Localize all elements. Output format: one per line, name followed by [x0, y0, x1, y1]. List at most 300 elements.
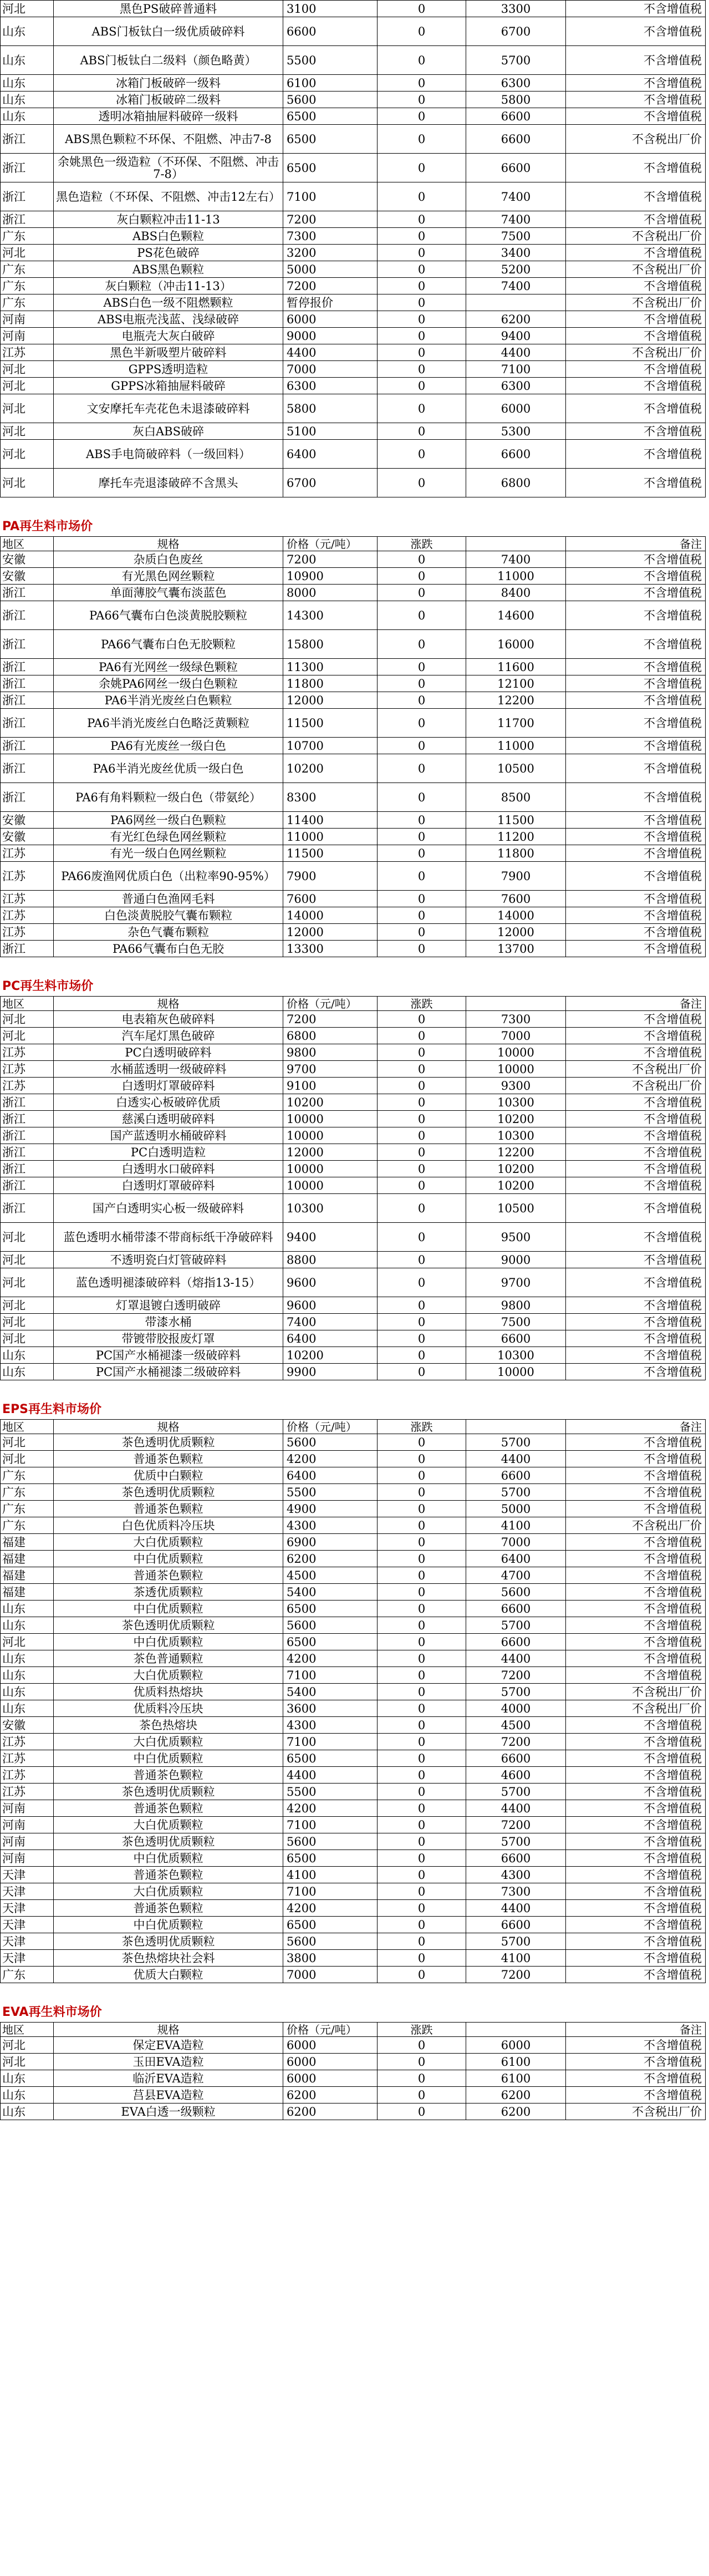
change-cell: 0: [378, 1, 466, 17]
table-row: [1, 1800, 706, 1817]
price-cell: 10900: [283, 568, 378, 585]
remark-cell: 不含增值税: [566, 1767, 706, 1784]
region-cell: 广东: [1, 1484, 54, 1501]
spec-cell: 茶色热熔块社会料: [54, 1950, 283, 1967]
table-row: [1, 1364, 706, 1380]
change-cell: 0: [378, 245, 466, 261]
newprice-cell: 11500: [466, 812, 566, 829]
remark-cell: 不含增值税: [566, 891, 706, 907]
spec-cell: 电表箱灰色破碎料: [54, 1011, 283, 1028]
price-cell: 6500: [283, 1750, 378, 1767]
newprice-cell: 14600: [466, 601, 566, 630]
table-row: [1, 2104, 706, 2120]
remark-cell: 不含增值税: [566, 1750, 706, 1767]
header-cell-remark: 备注: [566, 1420, 706, 1434]
change-cell: 0: [378, 1314, 466, 1330]
newprice-cell: 5300: [466, 423, 566, 440]
spec-cell: 余姚黑色一级造粒（不环保、不阻燃、冲击7-8）: [54, 154, 283, 182]
change-cell: 0: [378, 1517, 466, 1534]
region-cell: 山东: [1, 2104, 54, 2120]
price-cell: 5500: [283, 1784, 378, 1800]
change-cell: 0: [378, 1967, 466, 1983]
region-cell: 江苏: [1, 344, 54, 361]
table-row: [1, 423, 706, 440]
change-cell: 0: [378, 1684, 466, 1700]
newprice-cell: 5200: [466, 261, 566, 278]
spec-cell: 灰白颗粒冲击11-13: [54, 211, 283, 228]
change-cell: 0: [378, 440, 466, 469]
table-row: [1, 1900, 706, 1917]
table-row: [1, 845, 706, 862]
table-row: [1, 1634, 706, 1650]
price-section: [0, 1983, 709, 2120]
region-cell: 浙江: [1, 601, 54, 630]
newprice-cell: 5700: [466, 46, 566, 75]
remark-cell: 不含增值税: [566, 1833, 706, 1850]
region-cell: 天津: [1, 1950, 54, 1967]
price-cell: 7400: [283, 1314, 378, 1330]
remark-cell: 不含增值税: [566, 46, 706, 75]
spec-cell: 带漆水桶: [54, 1314, 283, 1330]
spec-cell: 优质大白颗粒: [54, 1967, 283, 1983]
price-cell: 5600: [283, 1833, 378, 1850]
price-cell: 4300: [283, 1517, 378, 1534]
remark-cell: 不含增值税: [566, 1, 706, 17]
newprice-cell: 3400: [466, 245, 566, 261]
spec-cell: ABS白色一级不阻燃颗粒: [54, 294, 283, 311]
spec-cell: PA66气囊布白色无胶: [54, 941, 283, 957]
table-row: [1, 1094, 706, 1111]
price-cell: 6400: [283, 1467, 378, 1484]
price-cell: 10700: [283, 738, 378, 754]
region-cell: 山东: [1, 2070, 54, 2087]
change-cell: 0: [378, 585, 466, 601]
spec-cell: PA66废渔网优质白色（出粒率90-95%）: [54, 862, 283, 891]
newprice-cell: 7000: [466, 1028, 566, 1044]
spec-cell: ABS黑色颗粒不环保、不阻燃、冲击7-8: [54, 125, 283, 154]
price-cell: 7100: [283, 1667, 378, 1684]
region-cell: 浙江: [1, 182, 54, 211]
table-row: [1, 659, 706, 675]
region-cell: 天津: [1, 1900, 54, 1917]
spec-cell: 黑色半新吸塑片破碎料: [54, 344, 283, 361]
spec-cell: 保定EVA造粒: [54, 2037, 283, 2054]
remark-cell: 不含增值税: [566, 378, 706, 394]
change-cell: 0: [378, 1347, 466, 1364]
table-row: [1, 394, 706, 423]
newprice-cell: 6200: [466, 2104, 566, 2120]
remark-cell: 不含税出厂价: [566, 1517, 706, 1534]
table-row: [1, 1347, 706, 1364]
price-cell: 9800: [283, 1044, 378, 1061]
region-cell: 浙江: [1, 1161, 54, 1177]
price-cell: 11800: [283, 675, 378, 692]
table-row: [1, 1850, 706, 1867]
change-cell: 0: [378, 783, 466, 812]
newprice-cell: 11200: [466, 829, 566, 845]
spec-cell: 普通茶色颗粒: [54, 1767, 283, 1784]
newprice-cell: 13700: [466, 941, 566, 957]
table-row: [1, 1161, 706, 1177]
remark-cell: 不含税出厂价: [566, 1061, 706, 1078]
newprice-cell: 11600: [466, 659, 566, 675]
spec-cell: 白透明灯罩破碎料: [54, 1177, 283, 1194]
price-cell: 10300: [283, 1194, 378, 1223]
table-row: [1, 1501, 706, 1517]
spec-cell: PA6半消光废丝优质一级白色: [54, 754, 283, 783]
table-row: [1, 1967, 706, 1983]
region-cell: 江苏: [1, 924, 54, 941]
newprice-cell: 7500: [466, 1314, 566, 1330]
price-cell: 7100: [283, 182, 378, 211]
remark-cell: 不含增值税: [566, 692, 706, 709]
region-cell: 浙江: [1, 125, 54, 154]
table-row: [1, 1, 706, 17]
table-row: [1, 891, 706, 907]
table-row: [1, 278, 706, 294]
spec-cell: 慈溪白透明破碎料: [54, 1111, 283, 1127]
remark-cell: 不含增值税: [566, 1601, 706, 1617]
price-cell: 5800: [283, 394, 378, 423]
remark-cell: 不含增值税: [566, 1634, 706, 1650]
newprice-cell: 5700: [466, 1684, 566, 1700]
region-cell: 浙江: [1, 659, 54, 675]
newprice-cell: 9000: [466, 1252, 566, 1268]
price-cell: 5400: [283, 1684, 378, 1700]
spec-cell: 电瓶壳大灰白破碎: [54, 328, 283, 344]
price-cell: 11500: [283, 709, 378, 738]
price-cell: 5600: [283, 1933, 378, 1950]
spec-cell: PA66气囊布白色无胶颗粒: [54, 630, 283, 659]
remark-cell: 不含增值税: [566, 182, 706, 211]
price-cell: 6200: [283, 2104, 378, 2120]
price-cell: 7200: [283, 1011, 378, 1028]
change-cell: 0: [378, 1061, 466, 1078]
newprice-cell: 8500: [466, 783, 566, 812]
newprice-cell: 7400: [466, 211, 566, 228]
newprice-cell: 5700: [466, 1617, 566, 1634]
price-cell: 4200: [283, 1650, 378, 1667]
remark-cell: 不含增值税: [566, 1800, 706, 1817]
change-cell: 0: [378, 601, 466, 630]
table-row: [1, 311, 706, 328]
remark-cell: 不含增值税: [566, 783, 706, 812]
spec-cell: 茶色透明优质颗粒: [54, 1434, 283, 1451]
price-cell: 8000: [283, 585, 378, 601]
remark-cell: 不含增值税: [566, 211, 706, 228]
region-cell: 浙江: [1, 783, 54, 812]
change-cell: 0: [378, 1111, 466, 1127]
price-cell: 6500: [283, 1601, 378, 1617]
price-section: [0, 957, 709, 1380]
remark-cell: 不含增值税: [566, 361, 706, 378]
newprice-cell: 10000: [466, 1364, 566, 1380]
spec-cell: ABS电瓶壳浅蓝、浅绿破碎: [54, 311, 283, 328]
newprice-cell: 6000: [466, 394, 566, 423]
price-cell: 3600: [283, 1700, 378, 1717]
change-cell: 0: [378, 659, 466, 675]
newprice-cell: 4400: [466, 1650, 566, 1667]
price-cell: 9600: [283, 1268, 378, 1297]
change-cell: 0: [378, 2070, 466, 2087]
remark-cell: 不含增值税: [566, 1917, 706, 1933]
price-cell: 5400: [283, 1584, 378, 1601]
table-row: [1, 1028, 706, 1044]
newprice-cell: 10200: [466, 1161, 566, 1177]
change-cell: 0: [378, 154, 466, 182]
price-cell: 3200: [283, 245, 378, 261]
price-cell: 6000: [283, 2054, 378, 2070]
newprice-cell: 6600: [466, 1750, 566, 1767]
newprice-cell: 10500: [466, 754, 566, 783]
region-cell: 广东: [1, 1967, 54, 1983]
price-cell: 10000: [283, 1177, 378, 1194]
remark-cell: 不含增值税: [566, 1314, 706, 1330]
remark-cell: 不含税出厂价: [566, 261, 706, 278]
spec-cell: 优质中白颗粒: [54, 1467, 283, 1484]
price-cell: 9600: [283, 1297, 378, 1314]
spec-cell: PA66气囊布白色淡黄脱胶颗粒: [54, 601, 283, 630]
change-cell: 0: [378, 1917, 466, 1933]
price-cell: 8300: [283, 783, 378, 812]
newprice-cell: 5700: [466, 1933, 566, 1950]
remark-cell: 不含税出厂价: [566, 344, 706, 361]
remark-cell: 不含增值税: [566, 1717, 706, 1734]
change-cell: 0: [378, 1817, 466, 1833]
newprice-cell: 11000: [466, 738, 566, 754]
newprice-cell: 7900: [466, 862, 566, 891]
change-cell: 0: [378, 845, 466, 862]
table-row: [1, 829, 706, 845]
newprice-cell: 6400: [466, 1551, 566, 1567]
region-cell: 山东: [1, 46, 54, 75]
header-cell-change: 涨跌: [378, 997, 466, 1011]
remark-cell: 不含增值税: [566, 1364, 706, 1380]
price-cell: 6500: [283, 108, 378, 125]
newprice-cell: 6300: [466, 378, 566, 394]
remark-cell: 不含增值税: [566, 1297, 706, 1314]
spec-cell: 黑色PS破碎普通料: [54, 1, 283, 17]
section-title: EVA再生料市场价: [2, 2005, 102, 2019]
change-cell: 0: [378, 92, 466, 108]
remark-cell: 不含增值税: [566, 1484, 706, 1501]
remark-cell: 不含税出厂价: [566, 1078, 706, 1094]
price-cell: 7000: [283, 1967, 378, 1983]
region-cell: 浙江: [1, 754, 54, 783]
newprice-cell: 12200: [466, 692, 566, 709]
table-row: [1, 1314, 706, 1330]
spec-cell: ABS门板钛白一级优质破碎料: [54, 17, 283, 46]
newprice-cell: 10200: [466, 1111, 566, 1127]
region-cell: 山东: [1, 1601, 54, 1617]
header-cell-newprice: [466, 997, 566, 1011]
newprice-cell: 4700: [466, 1567, 566, 1584]
spec-cell: GPPS透明造粒: [54, 361, 283, 378]
region-cell: 河北: [1, 378, 54, 394]
spec-cell: 普通茶色颗粒: [54, 1567, 283, 1584]
price-cell: 5000: [283, 261, 378, 278]
region-cell: 山东: [1, 1650, 54, 1667]
section-title: PC再生料市场价: [2, 979, 94, 993]
remark-cell: 不含增值税: [566, 1011, 706, 1028]
table-row: [1, 1144, 706, 1161]
remark-cell: 不含增值税: [566, 551, 706, 568]
remark-cell: 不含增值税: [566, 1161, 706, 1177]
newprice-cell: 10300: [466, 1094, 566, 1111]
spec-cell: 普通茶色颗粒: [54, 1867, 283, 1883]
table-row: [1, 211, 706, 228]
remark-cell: 不含增值税: [566, 2037, 706, 2054]
newprice-cell: 3300: [466, 1, 566, 17]
spec-cell: 优质料冷压块: [54, 1700, 283, 1717]
price-cell: 7000: [283, 361, 378, 378]
header-cell-price: 价格（元/吨）: [283, 997, 378, 1011]
remark-cell: 不含增值税: [566, 1883, 706, 1900]
table-row: [1, 1717, 706, 1734]
table-row: [1, 378, 706, 394]
change-cell: 0: [378, 1717, 466, 1734]
remark-cell: 不含增值税: [566, 1534, 706, 1551]
region-cell: 河北: [1, 423, 54, 440]
newprice-cell: 5700: [466, 1784, 566, 1800]
table-row: [1, 1883, 706, 1900]
region-cell: 浙江: [1, 630, 54, 659]
spec-cell: 大白优质颗粒: [54, 1667, 283, 1684]
table-row: [1, 1817, 706, 1833]
newprice-cell: 7300: [466, 1883, 566, 1900]
newprice-cell: 7200: [466, 1817, 566, 1833]
remark-cell: 不含增值税: [566, 1584, 706, 1601]
remark-cell: 不含税出厂价: [566, 1684, 706, 1700]
newprice-cell: 9500: [466, 1223, 566, 1252]
region-cell: 河南: [1, 1833, 54, 1850]
newprice-cell: 4000: [466, 1700, 566, 1717]
spec-cell: 不透明瓷白灯管破碎料: [54, 1252, 283, 1268]
remark-cell: 不含增值税: [566, 907, 706, 924]
spec-cell: 茶色透明优质颗粒: [54, 1833, 283, 1850]
price-section: [0, 497, 709, 957]
change-cell: 0: [378, 829, 466, 845]
section-gap: [0, 497, 709, 517]
change-cell: 0: [378, 125, 466, 154]
region-cell: 河北: [1, 1252, 54, 1268]
price-cell: 8800: [283, 1252, 378, 1268]
newprice-cell: 6600: [466, 1467, 566, 1484]
spec-cell: 茶色透明优质颗粒: [54, 1933, 283, 1950]
table-row: [1, 75, 706, 92]
change-cell: 0: [378, 862, 466, 891]
change-cell: 0: [378, 361, 466, 378]
region-cell: 浙江: [1, 941, 54, 957]
spec-cell: 余姚PA6网丝一级白色颗粒: [54, 675, 283, 692]
header-cell-spec: 规格: [54, 2023, 283, 2037]
table-row: [1, 294, 706, 311]
region-cell: 福建: [1, 1534, 54, 1551]
spec-cell: EVA白透一级颗粒: [54, 2104, 283, 2120]
change-cell: 0: [378, 675, 466, 692]
change-cell: 0: [378, 328, 466, 344]
spec-cell: 杂质白色废丝: [54, 551, 283, 568]
price-cell: 7100: [283, 1817, 378, 1833]
table-row: [1, 1434, 706, 1451]
spec-cell: PC白透明破碎料: [54, 1044, 283, 1061]
newprice-cell: 12200: [466, 1144, 566, 1161]
change-cell: 0: [378, 1617, 466, 1634]
region-cell: 广东: [1, 294, 54, 311]
price-cell: 12000: [283, 692, 378, 709]
spec-cell: 大白优质颗粒: [54, 1534, 283, 1551]
table-header-row: [1, 1420, 706, 1434]
spec-cell: 有光一级白色网丝颗粒: [54, 845, 283, 862]
region-cell: 福建: [1, 1567, 54, 1584]
newprice-cell: 6600: [466, 1917, 566, 1933]
newprice-cell: 7400: [466, 551, 566, 568]
spec-cell: 白透明灯罩破碎料: [54, 1078, 283, 1094]
change-cell: 0: [378, 344, 466, 361]
spec-cell: 汽车尾灯黑色破碎: [54, 1028, 283, 1044]
table-row: [1, 1700, 706, 1717]
price-cell: 9000: [283, 328, 378, 344]
change-cell: 0: [378, 1750, 466, 1767]
spec-cell: 中白优质颗粒: [54, 1750, 283, 1767]
change-cell: 0: [378, 1567, 466, 1584]
newprice-cell: 7400: [466, 182, 566, 211]
newprice-cell: 11000: [466, 568, 566, 585]
header-cell-remark: 备注: [566, 2023, 706, 2037]
change-cell: 0: [378, 17, 466, 46]
region-cell: 河北: [1, 394, 54, 423]
change-cell: 0: [378, 1933, 466, 1950]
newprice-cell: 4100: [466, 1517, 566, 1534]
table-row: [1, 1223, 706, 1252]
region-cell: 山东: [1, 108, 54, 125]
region-cell: 河北: [1, 1314, 54, 1330]
region-cell: 浙江: [1, 709, 54, 738]
spec-cell: 中白优质颗粒: [54, 1634, 283, 1650]
newprice-cell: 10500: [466, 1194, 566, 1223]
price-cell: 4400: [283, 344, 378, 361]
remark-cell: 不含增值税: [566, 1650, 706, 1667]
change-cell: 0: [378, 1364, 466, 1380]
remark-cell: 不含增值税: [566, 108, 706, 125]
table-row: [1, 1933, 706, 1950]
price-cell: 6500: [283, 1850, 378, 1867]
newprice-cell: 7600: [466, 891, 566, 907]
remark-cell: 不含增值税: [566, 1867, 706, 1883]
remark-cell: 不含增值税: [566, 1817, 706, 1833]
spec-cell: 国产蓝透明水桶破碎料: [54, 1127, 283, 1144]
region-cell: 河南: [1, 311, 54, 328]
region-cell: 天津: [1, 1933, 54, 1950]
newprice-cell: 4400: [466, 1900, 566, 1917]
table-row: [1, 1750, 706, 1767]
change-cell: 0: [378, 1467, 466, 1484]
newprice-cell: 6600: [466, 108, 566, 125]
change-cell: 0: [378, 1127, 466, 1144]
newprice-cell: 6600: [466, 1634, 566, 1650]
spec-cell: 单面薄胶气囊布淡蓝色: [54, 585, 283, 601]
table-row: [1, 261, 706, 278]
remark-cell: 不含增值税: [566, 812, 706, 829]
newprice-cell: 4500: [466, 1717, 566, 1734]
remark-cell: 不含增值税: [566, 1127, 706, 1144]
remark-cell: 不含增值税: [566, 1044, 706, 1061]
remark-cell: 不含增值税: [566, 1330, 706, 1347]
remark-cell: 不含增值税: [566, 1451, 706, 1467]
region-cell: 广东: [1, 1501, 54, 1517]
table-row: [1, 1484, 706, 1501]
table-row: [1, 738, 706, 754]
